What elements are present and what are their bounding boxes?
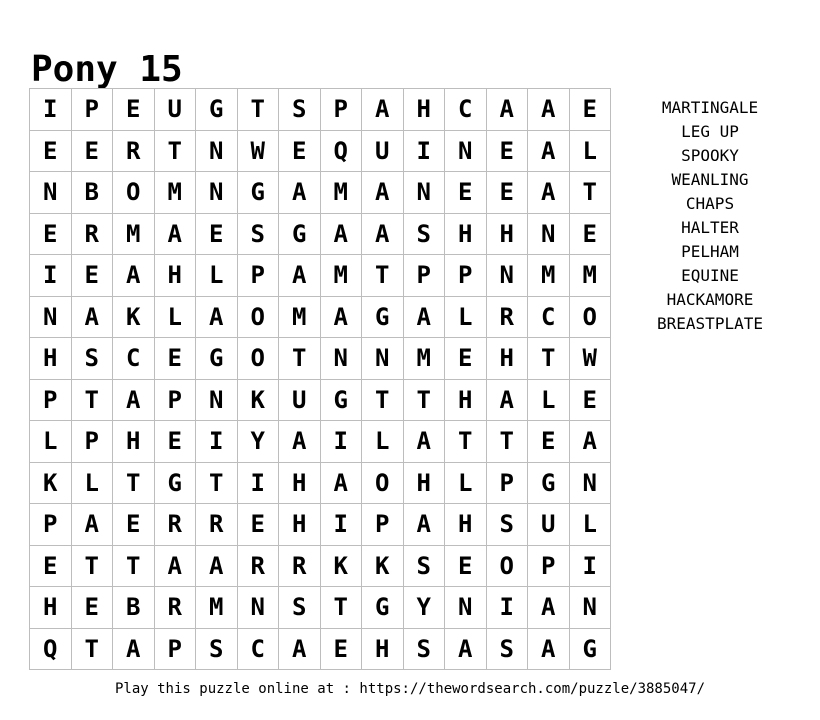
grid-cell: T (113, 463, 155, 505)
grid-cell: N (445, 587, 487, 629)
grid-cell: M (321, 255, 363, 297)
grid-cell: E (72, 255, 114, 297)
grid-cell: T (487, 421, 529, 463)
word-list-item: EQUINE (681, 266, 739, 285)
grid-cell: T (72, 546, 114, 588)
grid-cell: P (362, 504, 404, 546)
grid-cell: T (72, 380, 114, 422)
grid-cell: A (445, 629, 487, 671)
grid-cell: L (445, 463, 487, 505)
grid-cell: A (404, 504, 446, 546)
grid-cell: C (238, 629, 280, 671)
grid-cell: G (362, 297, 404, 339)
grid-cell: A (570, 421, 612, 463)
grid-cell: K (362, 546, 404, 588)
grid-cell: H (279, 504, 321, 546)
word-list-item: BREASTPLATE (657, 314, 763, 333)
grid-cell: C (528, 297, 570, 339)
grid-cell: N (570, 587, 612, 629)
grid-cell: S (487, 629, 529, 671)
grid-cell: S (196, 629, 238, 671)
grid-cell: K (238, 380, 280, 422)
grid-cell: A (279, 421, 321, 463)
grid-cell: L (528, 380, 570, 422)
grid-cell: S (279, 587, 321, 629)
grid-cell: H (487, 338, 529, 380)
grid-cell: A (196, 297, 238, 339)
grid-cell: A (155, 546, 197, 588)
grid-cell: T (321, 587, 363, 629)
grid-cell: E (570, 89, 612, 131)
grid-cell: A (279, 172, 321, 214)
grid-cell: N (238, 587, 280, 629)
grid-cell: T (238, 89, 280, 131)
grid-cell: M (528, 255, 570, 297)
grid-cell: A (113, 380, 155, 422)
grid-cell: N (362, 338, 404, 380)
grid-cell: S (487, 504, 529, 546)
grid-cell: T (72, 629, 114, 671)
grid-cell: I (30, 89, 72, 131)
grid-cell: K (321, 546, 363, 588)
grid-cell: E (321, 629, 363, 671)
grid-cell: N (487, 255, 529, 297)
grid-cell: E (113, 89, 155, 131)
grid-cell: P (238, 255, 280, 297)
grid-cell: A (404, 297, 446, 339)
grid-cell: P (155, 629, 197, 671)
grid-cell: R (279, 546, 321, 588)
grid-cell: N (196, 172, 238, 214)
grid-cell: T (113, 546, 155, 588)
grid-cell: M (155, 172, 197, 214)
grid-cell: E (155, 338, 197, 380)
grid-cell: O (362, 463, 404, 505)
grid-cell: A (528, 131, 570, 173)
word-list-item: WEANLING (671, 170, 749, 189)
grid-cell: S (404, 214, 446, 256)
grid-cell: I (30, 255, 72, 297)
grid-cell: Q (321, 131, 363, 173)
grid-cell: G (362, 587, 404, 629)
grid-cell: I (487, 587, 529, 629)
grid-cell: A (113, 255, 155, 297)
grid-cell: U (528, 504, 570, 546)
grid-cell: S (238, 214, 280, 256)
word-list-item: MARTINGALE (661, 98, 759, 117)
grid-cell: M (321, 172, 363, 214)
grid-cell: A (72, 504, 114, 546)
grid-cell: M (570, 255, 612, 297)
grid-cell: E (487, 131, 529, 173)
grid-cell: T (404, 380, 446, 422)
word-list-item: LEG UP (681, 122, 739, 141)
grid-cell: A (279, 255, 321, 297)
grid-cell: H (404, 463, 446, 505)
grid-cell: A (321, 463, 363, 505)
grid-cell: T (155, 131, 197, 173)
grid-cell: H (279, 463, 321, 505)
grid-cell: G (196, 89, 238, 131)
grid-cell: E (196, 214, 238, 256)
grid-cell: P (487, 463, 529, 505)
grid-cell: A (321, 214, 363, 256)
grid-cell: G (196, 338, 238, 380)
grid-cell: H (445, 214, 487, 256)
grid-cell: L (196, 255, 238, 297)
grid-cell: A (279, 629, 321, 671)
grid-cell: O (113, 172, 155, 214)
grid-cell: P (155, 380, 197, 422)
grid-cell: A (362, 172, 404, 214)
grid-cell: P (404, 255, 446, 297)
grid-cell: W (570, 338, 612, 380)
grid-cell: M (196, 587, 238, 629)
grid-cell: P (30, 504, 72, 546)
grid-cell: Q (30, 629, 72, 671)
grid-cell: N (196, 380, 238, 422)
grid-cell: G (155, 463, 197, 505)
grid-cell: T (362, 255, 404, 297)
grid-cell: S (72, 338, 114, 380)
grid-cell: K (113, 297, 155, 339)
grid-cell: E (445, 546, 487, 588)
grid-cell: H (445, 380, 487, 422)
grid-cell: B (113, 587, 155, 629)
grid-cell: M (404, 338, 446, 380)
grid-cell: O (238, 338, 280, 380)
grid-cell: N (528, 214, 570, 256)
grid-cell: R (72, 214, 114, 256)
grid-cell: R (155, 504, 197, 546)
grid-cell: C (113, 338, 155, 380)
grid-cell: O (487, 546, 529, 588)
grid-cell: A (321, 297, 363, 339)
grid-cell: E (528, 421, 570, 463)
word-list-item: HACKAMORE (666, 290, 754, 309)
grid-cell: R (155, 587, 197, 629)
word-list-item: HALTER (681, 218, 739, 237)
grid-cell: E (72, 131, 114, 173)
word-list-item: CHAPS (685, 194, 735, 213)
grid-cell: T (570, 172, 612, 214)
grid-cell: C (445, 89, 487, 131)
grid-cell: I (238, 463, 280, 505)
grid-cell: G (570, 629, 612, 671)
grid-cell: A (528, 89, 570, 131)
grid-cell: A (487, 89, 529, 131)
grid-cell: A (113, 629, 155, 671)
grid-cell: O (238, 297, 280, 339)
grid-cell: H (445, 504, 487, 546)
grid-cell: S (404, 546, 446, 588)
grid-cell: M (113, 214, 155, 256)
grid-cell: Y (404, 587, 446, 629)
grid-cell: A (362, 214, 404, 256)
grid-cell: I (570, 546, 612, 588)
grid-cell: U (279, 380, 321, 422)
grid-cell: O (570, 297, 612, 339)
grid-cell: A (528, 629, 570, 671)
grid-cell: E (570, 380, 612, 422)
grid-cell: G (528, 463, 570, 505)
grid-cell: P (321, 89, 363, 131)
grid-cell: W (238, 131, 280, 173)
grid-cell: P (445, 255, 487, 297)
grid-cell: E (238, 504, 280, 546)
grid-cell: A (404, 421, 446, 463)
grid-cell: R (113, 131, 155, 173)
word-list (640, 96, 780, 336)
grid-cell: S (279, 89, 321, 131)
grid-cell: P (72, 89, 114, 131)
grid-cell: N (570, 463, 612, 505)
grid-cell: E (113, 504, 155, 546)
grid-cell: Y (238, 421, 280, 463)
grid-cell: T (528, 338, 570, 380)
grid-cell: T (279, 338, 321, 380)
grid-cell: H (30, 338, 72, 380)
grid-cell: T (445, 421, 487, 463)
grid-cell: N (30, 172, 72, 214)
grid-cell: N (321, 338, 363, 380)
grid-cell: L (362, 421, 404, 463)
puzzle-title: Pony 15 (31, 49, 183, 91)
grid-cell: G (238, 172, 280, 214)
grid-cell: T (362, 380, 404, 422)
grid-cell: H (362, 629, 404, 671)
grid-cell: T (196, 463, 238, 505)
grid-cell: H (30, 587, 72, 629)
grid-cell: P (528, 546, 570, 588)
grid-cell: I (404, 131, 446, 173)
grid-cell: H (404, 89, 446, 131)
grid-cell: L (72, 463, 114, 505)
grid-cell: L (155, 297, 197, 339)
footer-link-text: Play this puzzle online at : https://thewordsearch.com/puzzle/3885047/ (114, 681, 705, 697)
grid-cell: P (72, 421, 114, 463)
grid-cell: A (362, 89, 404, 131)
grid-cell: G (321, 380, 363, 422)
grid-cell: K (30, 463, 72, 505)
grid-cell: E (487, 172, 529, 214)
grid-cell: R (487, 297, 529, 339)
grid-cell: R (238, 546, 280, 588)
grid-cell: U (362, 131, 404, 173)
grid-cell: B (72, 172, 114, 214)
grid-cell: E (30, 131, 72, 173)
grid-cell: E (30, 214, 72, 256)
word-list-item: PELHAM (681, 242, 739, 261)
grid-cell: M (279, 297, 321, 339)
grid-cell: A (72, 297, 114, 339)
grid-cell: A (528, 172, 570, 214)
grid-cell: N (196, 131, 238, 173)
grid-cell: L (570, 131, 612, 173)
grid-cell: L (570, 504, 612, 546)
grid-cell: E (445, 172, 487, 214)
grid-cell: A (487, 380, 529, 422)
grid-cell: E (72, 587, 114, 629)
grid-cell: P (30, 380, 72, 422)
grid-cell: E (445, 338, 487, 380)
grid-cell: N (404, 172, 446, 214)
grid-cell: A (196, 546, 238, 588)
grid-cell: L (445, 297, 487, 339)
word-list-item: SPOOKY (681, 146, 739, 165)
grid-cell: H (487, 214, 529, 256)
grid-cell: A (155, 214, 197, 256)
grid-cell: E (279, 131, 321, 173)
grid-cell: S (404, 629, 446, 671)
grid-cell: E (155, 421, 197, 463)
grid-cell: H (113, 421, 155, 463)
grid-cell: H (155, 255, 197, 297)
grid-cell: I (321, 421, 363, 463)
grid-cell: I (196, 421, 238, 463)
grid-cell: G (279, 214, 321, 256)
grid-cell: N (445, 131, 487, 173)
grid-cell: A (528, 587, 570, 629)
grid-cell: E (30, 546, 72, 588)
grid-cell: L (30, 421, 72, 463)
grid-cell: I (321, 504, 363, 546)
grid-cell: U (155, 89, 197, 131)
letter-grid (29, 88, 611, 670)
grid-cell: N (30, 297, 72, 339)
grid-cell: R (196, 504, 238, 546)
grid-cell: E (570, 214, 612, 256)
